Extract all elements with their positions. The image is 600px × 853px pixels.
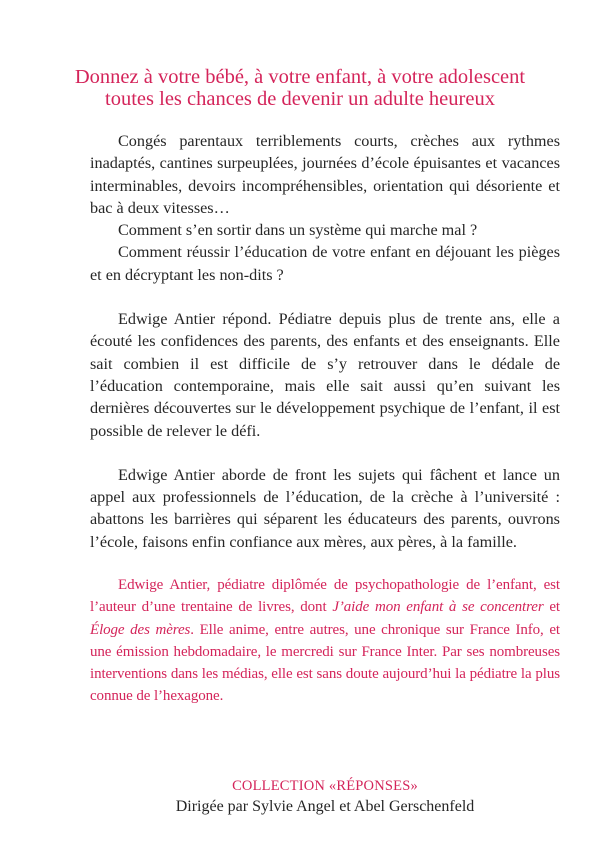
collection-name: COLLECTION «RÉPONSES» xyxy=(232,778,418,794)
paragraph-question-1: Comment s’en sortir dans un système qui marche mal ? xyxy=(118,221,478,240)
bio-text-1: Edwige Antier, pédiatre diplômée de psychopathologie de l’enfant, est l’auteur d’une trentaine de livres, dont xyxy=(90,577,560,616)
blurb-body xyxy=(90,130,560,553)
book-title-2: Éloge des mères xyxy=(90,621,191,638)
paragraph-intro: Congés parentaux terriblements courts, crèches aux rythmes inadaptés, cantines surpeuplées, journées d’école épuisantes et vacances interminables, devoirs incompréhensibles, orientation qui désoriente et bac à deux vitesses… xyxy=(90,132,560,217)
headline-line-2: toutes les chances de devenir un adulte heureux xyxy=(105,88,495,110)
paragraph-question-2: Comment réussir l’éducation de votre enfant en déjouant les pièges et en décryptant les non-dits ? xyxy=(90,243,560,284)
bio-text-3: . Elle anime, entre autres, une chronique sur France Info, et une émission hebdomadaire, le mercredi sur France Inter. Par ses nombreuses interventions dans les médias, elle est sans doute aujourd’hui la pédiatre la plus connue de l’hexagone. xyxy=(90,621,560,705)
author-bio-paragraph xyxy=(90,574,560,708)
bio-text-2: et xyxy=(543,599,560,616)
headline xyxy=(40,66,560,110)
collection-editors: Dirigée par Sylvie Angel et Abel Gerschenfeld xyxy=(175,798,475,815)
spacer xyxy=(90,442,560,464)
collection-footer xyxy=(90,776,560,818)
paragraph-author-response: Edwige Antier répond. Pédiatre depuis plus de trente ans, elle a écouté les confidences des parents, des enfants et des enseignants. Elle sait combien il est difficile de s’y retrouver dans le dédale de l’éducation contemporaine, mais elle sait aussi qu’en suivant les dernières découvertes sur le développement psychique de l’enfant, il est possible de relever le défi. xyxy=(90,310,560,440)
headline-line-1: Donnez à votre bébé, à votre enfant, à votre adolescent xyxy=(74,66,526,88)
paragraph-author-appeal: Edwige Antier aborde de front les sujets qui fâchent et lance un appel aux professionnels de l’éducation, de la crèche à l’université : abattons les barrières qui séparent les éducateurs des parents, ouvrons l’école, faisons enfin confiance aux mères, aux pères, à la famille. xyxy=(90,465,560,551)
author-bio xyxy=(90,574,560,708)
spacer xyxy=(90,286,560,308)
book-title-1: J’aide mon enfant à se concentrer xyxy=(332,599,544,616)
